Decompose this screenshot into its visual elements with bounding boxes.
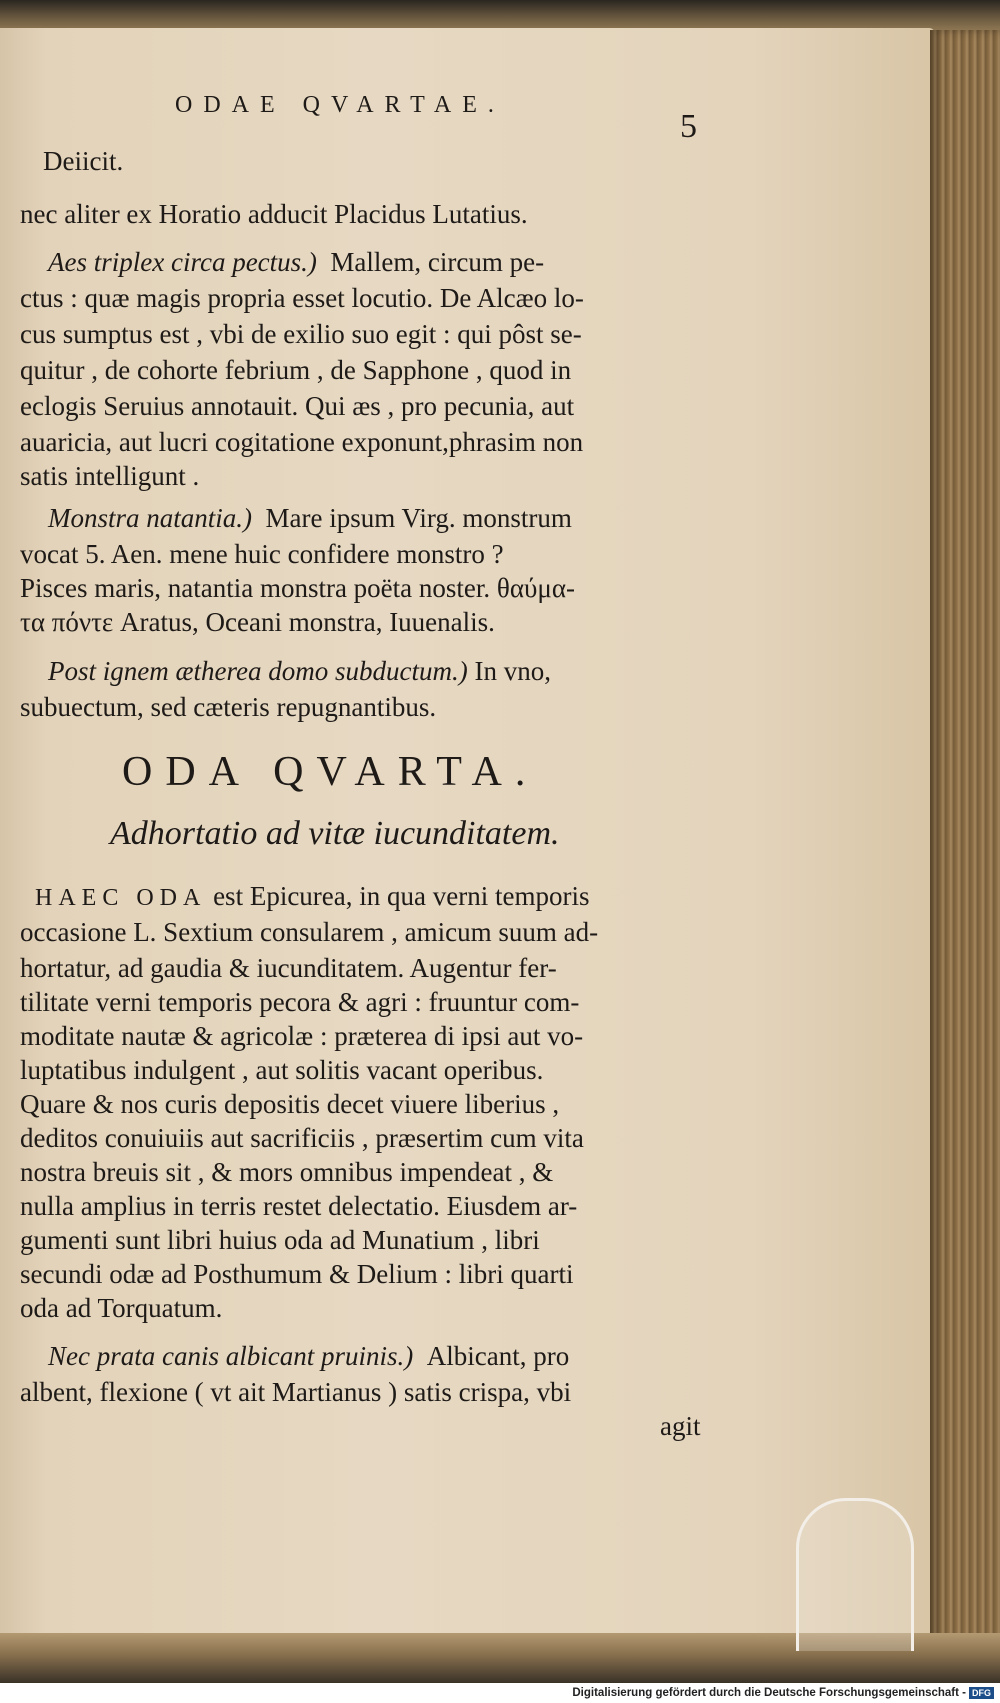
digitization-credit-bar (0, 1683, 1000, 1703)
note-line: Pisces maris, natantia monstra poëta noster. θαύμα- (20, 573, 575, 603)
book-top-edge (0, 0, 1000, 30)
note-line (48, 502, 572, 534)
argument-line: occasione L. Sextium consularem , amicum suum ad- (20, 917, 599, 947)
note-line: eclogis Seruius annotauit. Qui æs , pro pecunia, aut (20, 391, 575, 421)
note-text: Albicant, pro (426, 1341, 570, 1371)
note-line: satis intelligunt . (20, 461, 200, 491)
argument-text: est Epicurea, in qua verni temporis (213, 881, 590, 911)
opening-words: HAEC ODA (35, 885, 207, 911)
note-line: τα πόντε Aratus, Oceani monstra, Iuuenalis. (20, 607, 495, 637)
argument-line (35, 880, 589, 914)
argument-line: moditate nautæ & agricolæ : præterea di ipsi aut vo- (20, 1021, 584, 1051)
note-line: auaricia, aut lucri cogitatione exponunt,phrasim non (20, 427, 584, 457)
argument-line: tilitate verni temporis pecora & agri : fruuntur com- (20, 987, 580, 1017)
section-title: ODA QVARTA. (122, 749, 539, 795)
note-line: quitur , de cohorte febrium , de Sapphone , quod in (20, 355, 572, 385)
argument-line: secundi odæ ad Posthumum & Delium : libri quarti (20, 1259, 574, 1289)
argument-line: luptatibus indulgent , aut solitis vacant operibus. (20, 1055, 544, 1085)
note-line: ctus : quæ magis propria esset locutio. De Alcæo lo- (20, 283, 584, 313)
dfg-logo: DFG (969, 1687, 994, 1699)
note-text: In vno, (474, 656, 551, 686)
argument-line: nostra breuis sit , & mors omnibus impendeat , & (20, 1157, 554, 1187)
note-line (48, 246, 544, 278)
note-line: cus sumptus est , vbi de exilio suo egit : qui pôst se- (20, 319, 582, 349)
argument-line: Quare & nos curis depositis decet viuere liberius , (20, 1089, 560, 1119)
note-text: Mare ipsum Virg. monstrum (265, 503, 572, 533)
lemma: Monstra natantia.) (48, 503, 253, 533)
page-number: 5 (680, 108, 697, 145)
argument-line: hortatur, ad gaudia & iucunditatem. Augentur fer- (20, 953, 557, 983)
section-subtitle: Adhortatio ad vitæ iucunditatem. (110, 815, 560, 852)
argument-line: gumenti sunt libri huius oda ad Munatium , libri (20, 1225, 540, 1255)
argument-line: oda ad Torquatum. (20, 1293, 223, 1323)
page-clip-shape (796, 1498, 914, 1651)
running-title: ODAE QVARTAE. (175, 92, 505, 118)
lemma: Aes triplex circa pectus.) (48, 247, 317, 277)
catchword: agit (660, 1411, 701, 1441)
digitization-credit: Digitalisierung gefördert durch die Deutsche Forschungsgemeinschaft - (572, 1687, 966, 1699)
argument-line: deditos conuiuiis aut sacrificiis , præsertim cum vita (20, 1123, 584, 1153)
lemma: Post ignem ætherea domo subductum.) (48, 656, 468, 686)
note-line: subuectum, sed cæteris repugnantibus. (20, 692, 437, 722)
text-line: Deiicit. (43, 146, 124, 176)
argument-line: nulla amplius in terris restet delectatio. Eiusdem ar- (20, 1191, 578, 1221)
note-line: albent, flexione ( vt ait Martianus ) satis crispa, vbi (20, 1377, 572, 1407)
book-fore-edge (930, 30, 1000, 1650)
note-line (48, 655, 551, 687)
note-line: vocat 5. Aen. mene huic confidere monstro ? (20, 539, 504, 569)
lemma: Nec prata canis albicant pruinis.) (48, 1341, 414, 1371)
note-line (48, 1340, 569, 1372)
text-line: nec aliter ex Horatio adducit Placidus Lutatius. (20, 199, 528, 229)
note-text: Mallem, circum pe- (330, 247, 545, 277)
